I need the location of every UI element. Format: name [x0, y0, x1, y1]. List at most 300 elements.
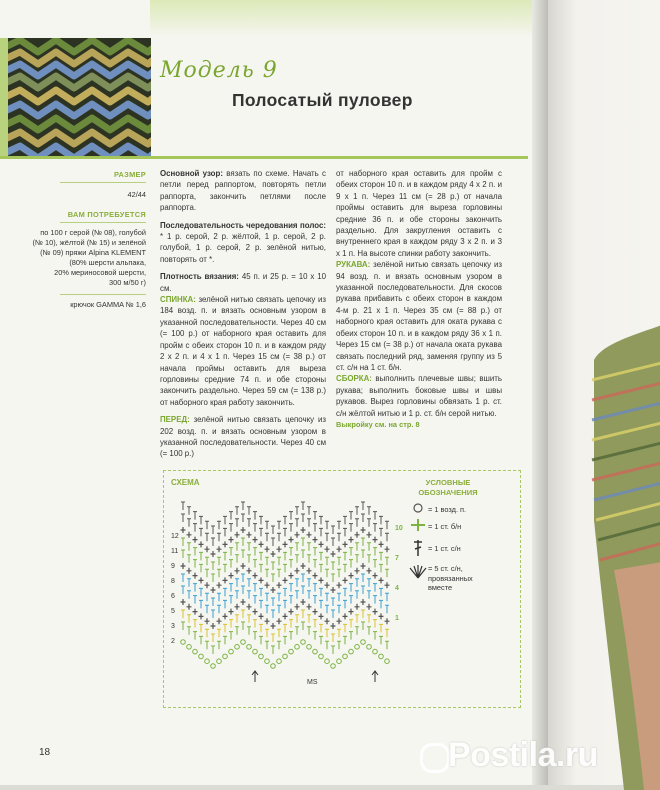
- double-crochet-mark: [355, 579, 359, 587]
- single-crochet-mark: [355, 604, 360, 610]
- double-crochet-mark: [223, 516, 227, 524]
- double-crochet-mark: [211, 562, 215, 570]
- paragraph-main-pattern: Основной узор: вязать по схеме. Начать с петли перед раппортом, повторять петли раппорта, закончить петлями после раппорта.: [160, 169, 326, 213]
- double-crochet-mark: [241, 502, 245, 510]
- single-crochet-mark: [187, 532, 192, 538]
- double-crochet-mark: [289, 524, 293, 532]
- row-number-left: 11: [171, 548, 179, 555]
- watermark: Postila.ru: [448, 736, 598, 774]
- double-crochet-mark: [373, 596, 377, 604]
- double-crochet-mark: [265, 569, 269, 577]
- double-crochet-mark: [385, 629, 389, 637]
- double-crochet-mark: [379, 624, 383, 632]
- ms-label: MS: [307, 679, 318, 686]
- double-crochet-mark: [355, 615, 359, 623]
- double-crochet-mark: [247, 627, 251, 635]
- double-crochet-mark: [277, 557, 281, 565]
- single-crochet-mark: [283, 613, 288, 619]
- double-crochet-mark: [277, 533, 281, 541]
- chain-stitch-mark: [271, 664, 276, 669]
- double-crochet-mark: [181, 574, 185, 582]
- double-crochet-mark: [343, 516, 347, 524]
- single-crochet-mark: [331, 623, 336, 629]
- single-crochet-mark: [379, 541, 384, 547]
- double-crochet-mark: [343, 564, 347, 572]
- double-crochet-mark: [379, 528, 383, 536]
- double-crochet-mark: [199, 552, 203, 560]
- double-crochet-mark: [277, 593, 281, 601]
- double-crochet-mark: [373, 560, 377, 568]
- double-crochet-mark: [235, 519, 239, 527]
- double-crochet-mark: [187, 519, 191, 527]
- double-crochet-mark: [337, 605, 341, 613]
- chain-stitch-mark: [283, 654, 288, 659]
- single-crochet-mark: [343, 613, 348, 619]
- double-crochet-mark: [373, 548, 377, 556]
- double-crochet-mark: [337, 593, 341, 601]
- paragraph-assembly: СБОРКА: выполнить плечевые швы; вшить рукава; выполнить боковые швы и швы рукавов. Вырез горловины обвязать 1 р. ст. с/н жёлтой нитью и 1 р. ст. б/н серой нитью.: [336, 374, 502, 418]
- single-crochet-mark: [337, 582, 342, 588]
- chain-stitch-mark: [193, 649, 198, 654]
- paragraph-stripes: Последовательность чередования полос: * 1 р. серой, 2 р. жёлтой, 1 р. серой, 2 р. голубой, 1 р. серой, 2 р. зелёной нитью, повторять от *.: [160, 220, 326, 264]
- single-crochet-mark: [223, 613, 228, 619]
- double-crochet-mark: [325, 569, 329, 577]
- double-crochet-mark: [283, 564, 287, 572]
- double-crochet-mark: [295, 555, 299, 563]
- row-number-left: 6: [171, 593, 175, 600]
- double-crochet-mark: [271, 562, 275, 570]
- double-crochet-mark: [205, 593, 209, 601]
- header-band: [150, 0, 532, 38]
- double-crochet-mark: [313, 512, 317, 520]
- double-crochet-mark: [265, 641, 269, 649]
- single-crochet-mark: [283, 541, 288, 547]
- double-crochet-mark: [217, 521, 221, 529]
- single-crochet-mark: [385, 618, 390, 624]
- row-number-right: 7: [395, 555, 399, 562]
- double-crochet-mark: [247, 615, 251, 623]
- single-crochet-mark: [355, 532, 360, 538]
- double-crochet-mark: [223, 600, 227, 608]
- double-crochet-mark: [313, 620, 317, 628]
- double-crochet-mark: [373, 584, 377, 592]
- double-crochet-mark: [187, 555, 191, 563]
- single-crochet-mark: [241, 563, 246, 569]
- size-value: 42/44: [127, 190, 146, 199]
- double-crochet-mark: [313, 632, 317, 640]
- double-crochet-mark: [295, 519, 299, 527]
- double-crochet-mark: [367, 555, 371, 563]
- double-crochet-mark: [205, 533, 209, 541]
- double-crochet-mark: [259, 624, 263, 632]
- double-crochet-mark: [283, 636, 287, 644]
- double-crochet-mark: [211, 574, 215, 582]
- double-crochet-mark: [301, 574, 305, 582]
- single-crochet-mark: [217, 618, 222, 624]
- double-crochet-mark: [349, 584, 353, 592]
- single-crochet-mark: [361, 563, 366, 569]
- legend-symbols: [406, 502, 430, 592]
- single-crochet-mark: [199, 613, 204, 619]
- single-crochet-mark: [181, 599, 186, 605]
- single-crochet-mark: [277, 546, 282, 552]
- double-crochet-mark: [241, 610, 245, 618]
- double-crochet-mark: [307, 555, 311, 563]
- double-crochet-mark: [337, 557, 341, 565]
- single-crochet-mark: [289, 609, 294, 615]
- double-crochet-mark: [265, 533, 269, 541]
- single-crochet-mark: [217, 582, 222, 588]
- single-crochet-mark: [205, 546, 210, 552]
- paragraph-front-cont: от наборного края оставить для пройм с обеих сторон 10 п. и в каждом ряду 4 х 2 п. и 9 х 1 п. Через 11 см (= 28 р.) от начала проймы оставить для выреза горловины средние 36 п. и обе стороны закончить раздельно. Для закругления оставить с внутреннего края в каждом ряду 3 х 2 п. и 3 х 1 п. На высоте спинки работу закончить.: [336, 169, 502, 258]
- double-crochet-mark: [277, 569, 281, 577]
- double-crochet-mark: [229, 584, 233, 592]
- single-crochet-mark: [379, 613, 384, 619]
- double-crochet-mark: [241, 538, 245, 546]
- chain-stitch-mark: [217, 659, 222, 664]
- chain-stitch-mark: [211, 664, 216, 669]
- double-crochet-mark: [205, 629, 209, 637]
- double-crochet-mark: [301, 550, 305, 558]
- double-crochet-mark: [181, 610, 185, 618]
- repeat-start-arrow: [252, 671, 258, 682]
- double-crochet-mark: [289, 560, 293, 568]
- single-crochet-mark: [313, 609, 318, 615]
- row-number-right: 1: [395, 615, 399, 622]
- single-crochet-mark: [355, 568, 360, 574]
- double-crochet-mark: [229, 632, 233, 640]
- double-crochet-mark: [217, 593, 221, 601]
- single-crochet-mark: [211, 623, 216, 629]
- single-crochet-mark: [211, 551, 216, 557]
- single-crochet-mark: [277, 618, 282, 624]
- double-crochet-mark: [199, 528, 203, 536]
- double-crochet-mark: [217, 641, 221, 649]
- double-crochet-mark: [355, 507, 359, 515]
- single-crochet-mark: [259, 541, 264, 547]
- chain-stitch-mark: [379, 654, 384, 659]
- double-crochet-mark: [283, 588, 287, 596]
- single-crochet-mark: [331, 551, 336, 557]
- double-crochet-mark: [205, 557, 209, 565]
- double-crochet-mark: [211, 634, 215, 642]
- single-crochet-mark: [385, 582, 390, 588]
- legend-title: УСЛОВНЫЕ ОБОЗНАЧЕНИЯ: [418, 478, 478, 497]
- page-fold-shadow: [532, 0, 548, 785]
- double-crochet-mark: [205, 521, 209, 529]
- legend-chain: = 1 возд. п.: [428, 505, 467, 514]
- chain-stitch-mark: [349, 649, 354, 654]
- double-crochet-mark: [235, 507, 239, 515]
- double-crochet-mark: [361, 586, 365, 594]
- double-crochet-mark: [235, 555, 239, 563]
- chain-stitch-mark: [259, 654, 264, 659]
- double-crochet-mark: [187, 579, 191, 587]
- double-crochet-mark: [271, 538, 275, 546]
- single-crochet-mark: [373, 573, 378, 579]
- single-crochet-mark: [331, 587, 336, 593]
- single-crochet-mark: [343, 541, 348, 547]
- chart-title: СХЕМА: [171, 478, 200, 487]
- double-crochet-mark: [223, 528, 227, 536]
- double-crochet-mark: [307, 591, 311, 599]
- single-crochet-mark: [313, 537, 318, 543]
- double-crochet-mark: [259, 588, 263, 596]
- double-crochet-mark: [193, 584, 197, 592]
- double-crochet-mark: [205, 641, 209, 649]
- double-crochet-mark: [187, 615, 191, 623]
- double-crochet-mark: [331, 526, 335, 534]
- model-number: Модель 9: [160, 58, 278, 83]
- chain-stitch-mark: [235, 645, 240, 650]
- single-crochet-mark: [367, 604, 372, 610]
- double-crochet-mark: [337, 521, 341, 529]
- single-crochet-mark: [235, 604, 240, 610]
- chain-stitch-mark: [301, 640, 306, 645]
- double-crochet-mark: [373, 632, 377, 640]
- double-crochet-mark: [301, 622, 305, 630]
- instructions-column-1: [160, 168, 326, 460]
- double-crochet-mark: [295, 579, 299, 587]
- double-crochet-mark: [247, 591, 251, 599]
- double-crochet-mark: [313, 560, 317, 568]
- double-crochet-mark: [331, 538, 335, 546]
- materials-label: ВАМ ПОТРЕБУЕТСЯ: [67, 210, 146, 219]
- paragraph-back: СПИНКА: зелёной нитью связать цепочку из 184 возд. п. и вязать основным узором в указанной последовательности. Через 40 см (= 100 р.) от наборного края оставить для пройм с обеих сторон 10 п. и в каждом ряду 2 х 2 п. и 4 х 1 п. Через 15 см (= 38 р.) от начала проймы оставить для выреза горловины средние 74 п. и обе стороны закончить раздельно. Через 59 см (= 138 р.) от наборного края работу закончить.: [160, 295, 326, 407]
- double-crochet-mark: [235, 627, 239, 635]
- single-crochet-mark: [181, 527, 186, 533]
- double-crochet-mark: [265, 605, 269, 613]
- double-crochet-mark: [367, 543, 371, 551]
- double-crochet-mark: [283, 516, 287, 524]
- double-crochet-mark: [319, 624, 323, 632]
- double-crochet-mark: [379, 636, 383, 644]
- double-crochet-mark: [289, 584, 293, 592]
- double-crochet-mark: [241, 550, 245, 558]
- chain-stitch-mark: [277, 659, 282, 664]
- single-crochet-mark: [283, 577, 288, 583]
- double-crochet-mark: [223, 624, 227, 632]
- double-crochet-mark: [217, 605, 221, 613]
- chain-stitch-mark: [247, 645, 252, 650]
- double-crochet-mark: [199, 600, 203, 608]
- double-crochet-mark: [181, 622, 185, 630]
- single-crochet-mark: [361, 527, 366, 533]
- chain-stitch-mark: [373, 649, 378, 654]
- double-crochet-mark: [325, 533, 329, 541]
- double-crochet-mark: [319, 588, 323, 596]
- double-crochet-mark: [313, 524, 317, 532]
- double-crochet-mark: [373, 620, 377, 628]
- double-crochet-mark: [277, 641, 281, 649]
- double-crochet-mark: [361, 514, 365, 522]
- double-crochet-mark: [307, 543, 311, 551]
- double-crochet-mark: [301, 538, 305, 546]
- double-crochet-mark: [271, 598, 275, 606]
- double-crochet-mark: [373, 512, 377, 520]
- double-crochet-mark: [193, 548, 197, 556]
- knit-swatch-photo: [8, 38, 151, 156]
- double-crochet-mark: [307, 507, 311, 515]
- double-crochet-mark: [193, 560, 197, 568]
- double-crochet-mark: [235, 591, 239, 599]
- double-crochet-mark: [217, 533, 221, 541]
- sidebar-divider: [60, 294, 146, 295]
- chain-stitch-mark: [187, 645, 192, 650]
- double-crochet-mark: [229, 596, 233, 604]
- double-crochet-mark: [289, 596, 293, 604]
- page-title: Полосатый пуловер: [232, 90, 413, 110]
- double-crochet-mark: [211, 610, 215, 618]
- double-crochet-mark: [361, 502, 365, 510]
- double-crochet-mark: [379, 552, 383, 560]
- chain-stitch-mark: [205, 659, 210, 664]
- double-crochet-mark: [187, 627, 191, 635]
- double-crochet-mark: [367, 615, 371, 623]
- double-crochet-mark: [253, 632, 257, 640]
- chain-stitch-mark: [337, 659, 342, 664]
- chain-stitch-mark: [319, 654, 324, 659]
- double-crochet-mark: [379, 588, 383, 596]
- double-crochet-mark: [223, 552, 227, 560]
- single-crochet-mark: [247, 604, 252, 610]
- double-crochet-mark: [229, 548, 233, 556]
- single-crochet-mark: [271, 551, 276, 557]
- double-crochet-mark: [295, 627, 299, 635]
- double-crochet-mark: [349, 560, 353, 568]
- double-crochet-mark: [181, 550, 185, 558]
- single-crochet-mark: [235, 568, 240, 574]
- single-crochet-mark: [223, 577, 228, 583]
- double-crochet-mark: [361, 538, 365, 546]
- single-crochet-mark: [307, 604, 312, 610]
- double-crochet-mark: [253, 548, 257, 556]
- hook-info: крючок GAMMA № 1,6: [70, 300, 146, 309]
- single-crochet-mark: [367, 568, 372, 574]
- double-crochet-mark: [253, 524, 257, 532]
- double-crochet-mark: [253, 560, 257, 568]
- double-crochet-mark: [385, 593, 389, 601]
- double-crochet-mark: [361, 610, 365, 618]
- double-crochet-mark: [319, 516, 323, 524]
- single-crochet-mark: [367, 532, 372, 538]
- paragraph-gauge: Плотность вязания: 45 п. и 25 р. = 10 х 10 см.: [160, 272, 326, 293]
- single-crochet-mark: [265, 546, 270, 552]
- single-crochet-mark: [259, 577, 264, 583]
- single-crochet-mark: [229, 573, 234, 579]
- double-crochet-mark: [229, 524, 233, 532]
- row-number-right: 4: [395, 585, 399, 592]
- sidebar-divider: [60, 182, 146, 183]
- single-crochet-mark: [319, 613, 324, 619]
- chain-stitch-mark: [295, 645, 300, 650]
- single-crochet-mark: [325, 618, 330, 624]
- single-crochet-mark: [223, 541, 228, 547]
- double-crochet-mark: [265, 593, 269, 601]
- legend-dc: = 1 ст. с/н: [428, 544, 461, 553]
- single-crochet-mark: [385, 546, 390, 552]
- double-crochet-mark: [325, 521, 329, 529]
- double-crochet-mark: [325, 629, 329, 637]
- double-crochet-mark: [313, 548, 317, 556]
- double-crochet-mark: [193, 524, 197, 532]
- double-crochet-mark: [385, 641, 389, 649]
- double-crochet-mark: [337, 629, 341, 637]
- double-crochet-mark: [367, 627, 371, 635]
- paragraph-front: ПЕРЕД: зелёной нитью связать цепочку из 202 возд. п. и вязать основным узором в указанной последовательности. Через 40 см (= 100 р.): [160, 415, 326, 459]
- double-crochet-mark: [193, 620, 197, 628]
- double-crochet-mark: [235, 543, 239, 551]
- chain-stitch-mark: [289, 649, 294, 654]
- double-crochet-mark: [217, 629, 221, 637]
- double-crochet-mark: [181, 538, 185, 546]
- single-crochet-mark: [181, 563, 186, 569]
- chain-stitch-mark: [343, 654, 348, 659]
- double-crochet-mark: [343, 600, 347, 608]
- single-crochet-mark: [307, 532, 312, 538]
- single-crochet-mark: [193, 609, 198, 615]
- double-crochet-mark: [289, 632, 293, 640]
- double-crochet-mark: [241, 514, 245, 522]
- double-crochet-mark: [331, 634, 335, 642]
- double-crochet-mark: [355, 591, 359, 599]
- single-crochet-mark: [349, 609, 354, 615]
- double-crochet-mark: [355, 627, 359, 635]
- double-crochet-mark: [211, 646, 215, 654]
- chain-stitch-mark: [265, 659, 270, 664]
- single-crochet-mark: [265, 618, 270, 624]
- dc5tog-icon: [410, 565, 426, 578]
- double-crochet-mark: [181, 586, 185, 594]
- double-crochet-mark: [193, 512, 197, 520]
- single-crochet-mark: [313, 573, 318, 579]
- single-crochet-mark: [373, 537, 378, 543]
- single-crochet-mark: [361, 599, 366, 605]
- single-crochet-mark: [241, 599, 246, 605]
- double-crochet-mark: [289, 548, 293, 556]
- single-crochet-mark: [247, 568, 252, 574]
- double-crochet-mark: [259, 564, 263, 572]
- double-crochet-mark: [385, 533, 389, 541]
- double-crochet-mark: [355, 519, 359, 527]
- double-crochet-mark: [349, 512, 353, 520]
- single-crochet-mark: [295, 604, 300, 610]
- single-crochet-mark: [235, 532, 240, 538]
- double-crochet-mark: [385, 521, 389, 529]
- double-crochet-mark: [337, 641, 341, 649]
- double-crochet-mark: [367, 579, 371, 587]
- materials-line: по 100 г серой (№ 08), голубой: [40, 228, 146, 237]
- double-crochet-mark: [283, 552, 287, 560]
- double-crochet-mark: [367, 507, 371, 515]
- double-crochet-mark: [379, 516, 383, 524]
- single-crochet-mark: [379, 577, 384, 583]
- double-crochet-mark: [265, 629, 269, 637]
- double-crochet-mark: [259, 600, 263, 608]
- chain-stitch-mark: [367, 645, 372, 650]
- double-crochet-mark: [259, 552, 263, 560]
- double-crochet-mark: [229, 560, 233, 568]
- double-crochet-mark: [187, 543, 191, 551]
- single-crochet-mark: [319, 541, 324, 547]
- double-crochet-mark: [319, 528, 323, 536]
- single-crochet-mark: [265, 582, 270, 588]
- double-crochet-mark: [187, 507, 191, 515]
- single-crochet-mark: [193, 573, 198, 579]
- double-crochet-mark: [277, 629, 281, 637]
- materials-line: (№ 10), жёлтой (№ 15) и зелёной: [32, 238, 146, 247]
- double-crochet-mark: [277, 605, 281, 613]
